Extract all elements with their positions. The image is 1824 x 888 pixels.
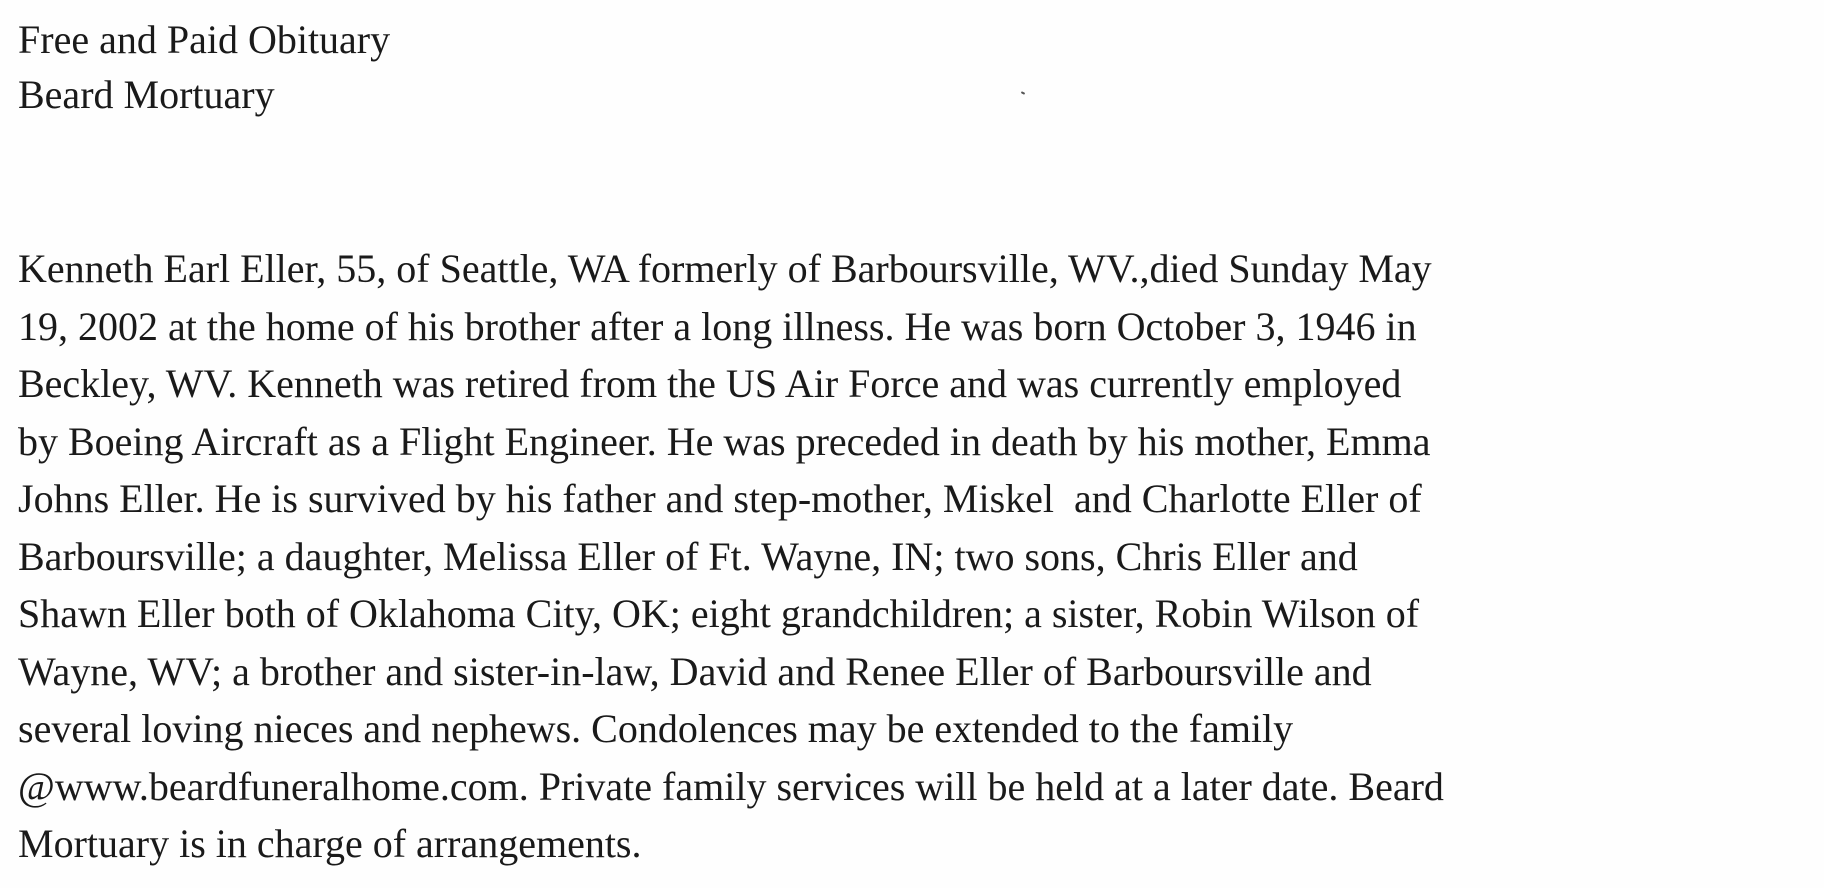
obituary-line: 19, 2002 at the home of his brother after a long illness. He was born October 3, 1946 in xyxy=(18,303,1417,349)
obituary-line: Johns Eller. He is survived by his father and step-mother, Miskel and Charlotte Eller of xyxy=(18,476,1422,521)
obituary-line: Beckley, WV. Kenneth was retired from the US Air Force and was currently employed xyxy=(18,361,1402,406)
obituary-line: by Boeing Aircraft as a Flight Engineer. He was preceded in death by his mother, Emma xyxy=(18,418,1431,464)
obituary-line: several loving nieces and nephews. Condolences may be extended to the family xyxy=(18,706,1294,751)
obituary-line: Mortuary is in charge of arrangements. xyxy=(18,821,642,866)
obituary-line: Wayne, WV; a brother and sister-in-law, David and Renee Eller of Barboursville and xyxy=(18,648,1372,694)
obituary-body xyxy=(18,240,1444,873)
obituary-type-heading: Free and Paid Obituary xyxy=(18,17,391,62)
obituary-line: Barboursville; a daughter, Melissa Eller of Ft. Wayne, IN; two sons, Chris Eller and xyxy=(18,533,1358,579)
document-header xyxy=(18,12,390,122)
obituary-line: @www.beardfuneralhome.com. Private family services will be held at a later date. Beard xyxy=(18,763,1444,809)
scan-speck xyxy=(1021,91,1025,95)
mortuary-name-heading: Beard Mortuary xyxy=(18,72,275,117)
obituary-line: Shawn Eller both of Oklahoma City, OK; eight grandchildren; a sister, Robin Wilson of xyxy=(18,591,1420,636)
obituary-line: Kenneth Earl Eller, 55, of Seattle, WA formerly of Barboursville, WV.,died Sunday May xyxy=(18,246,1432,291)
